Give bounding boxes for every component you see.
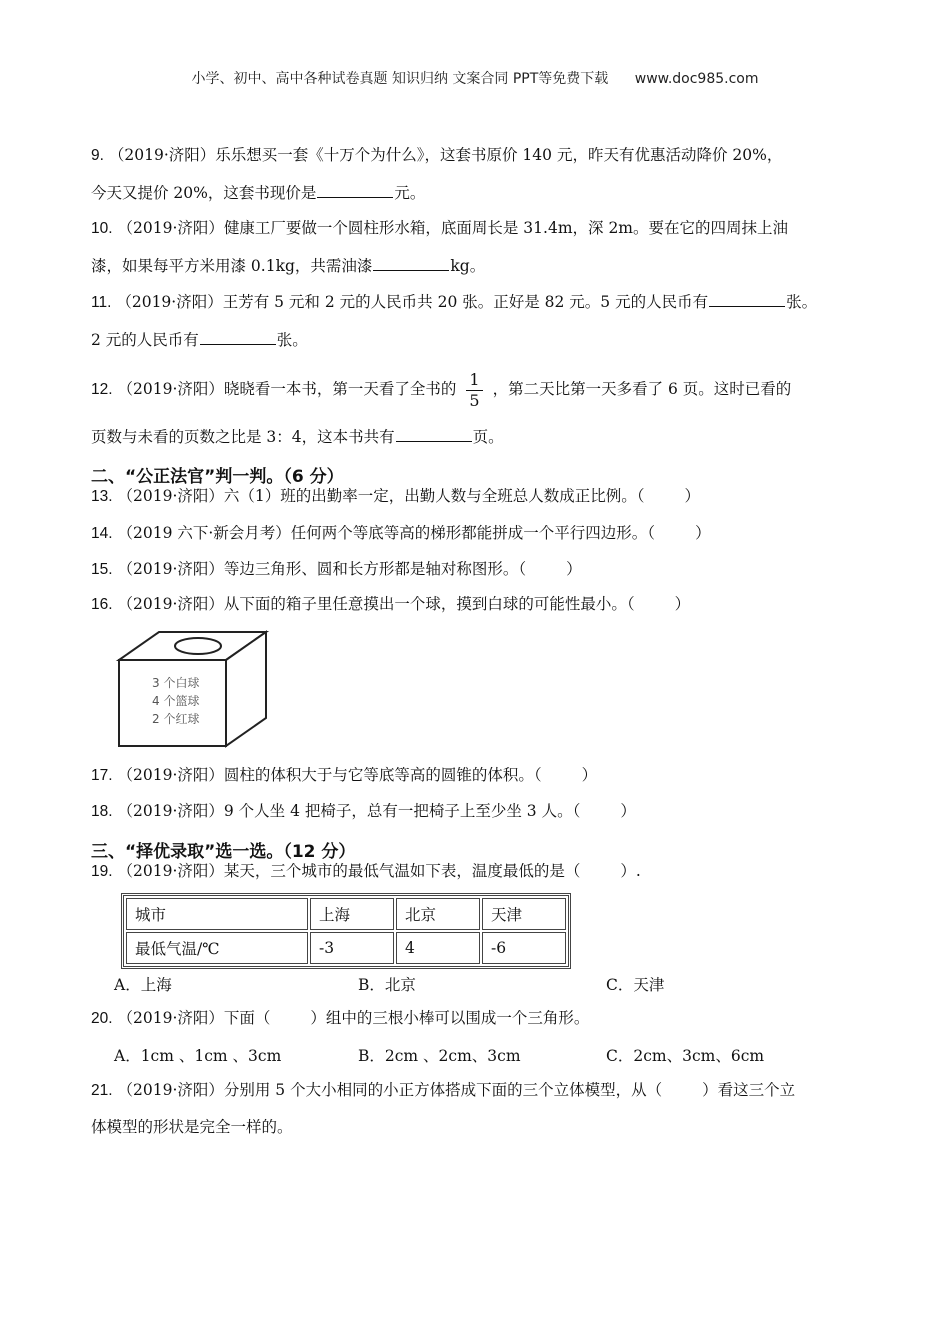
box-hole: [175, 638, 221, 654]
question-text: ）.: [620, 862, 641, 880]
page-header: [0, 68, 950, 88]
box-label-red: 2 个红球: [152, 712, 200, 726]
section-2-title: 二、“公正法官”判一判。（6 分）: [91, 467, 344, 487]
question-text: （2019 六下·新会月考）任何两个等底等高的梯形都能拼成一个平行四边形。（: [117, 524, 656, 542]
table-cell: 城市: [126, 898, 308, 930]
question-number: 19.: [91, 863, 113, 880]
question-11-line2: [91, 330, 861, 350]
question-text: （2019·济阳）晓晓看一本书，第一天看了全书的: [117, 380, 457, 398]
question-12-line1: [91, 367, 861, 412]
question-16: [91, 594, 861, 615]
question-number: 10.: [91, 220, 113, 237]
question-text: （2019·济阳）健康工厂要做一个圆柱形水箱，底面周长是 31.4m，深 2m。要在它的四周抹上油: [117, 219, 788, 237]
fraction-numerator: 1: [466, 370, 482, 391]
question-15: [91, 559, 861, 580]
answer-blank[interactable]: [373, 256, 449, 271]
table-cell: 上海: [310, 898, 394, 930]
header-text: 小学、初中、高中各种试卷真题 知识归纳 文案合同 PPT等免费下载: [191, 71, 609, 87]
table-row: [126, 932, 566, 964]
question-text: （2019·济阳）圆柱的体积大于与它等底等高的圆锥的体积。（: [117, 766, 542, 784]
question-number: 17.: [91, 767, 113, 784]
question-9-line1: [91, 145, 861, 166]
table-cell: 天津: [482, 898, 566, 930]
question-9-line2: [91, 183, 861, 203]
question-text: ）: [674, 595, 691, 613]
fraction: [466, 370, 482, 411]
ball-box-illustration: [114, 630, 274, 754]
question-text: ）: [581, 766, 598, 784]
question-20: [91, 1008, 861, 1029]
question-11-line1: [91, 292, 861, 313]
question-13: [91, 486, 861, 507]
question-text: 页。: [472, 428, 504, 446]
question-number: 11.: [91, 294, 112, 311]
table-row: [126, 898, 566, 930]
question-text: 元。: [394, 184, 426, 202]
table-cell: -6: [482, 932, 566, 964]
table-cell: 4: [396, 932, 480, 964]
question-text: （2019·济阳）某天，三个城市的最低气温如下表，温度最低的是（: [117, 862, 581, 880]
question-text: 张。: [276, 331, 308, 349]
table-cell: 北京: [396, 898, 480, 930]
question-text: （2019·济阳）下面（: [117, 1009, 271, 1027]
question-10-line1: [91, 218, 861, 239]
answer-blank[interactable]: [396, 427, 472, 442]
question-number: 18.: [91, 803, 113, 820]
question-number: 20.: [91, 1010, 113, 1027]
question-number: 21.: [91, 1082, 113, 1099]
box-label-white: 3 个白球: [152, 676, 200, 690]
question-text: （2019·济阳）等边三角形、圆和长方形都是轴对称图形。（: [117, 560, 527, 578]
question-text: ）: [695, 524, 711, 542]
question-12-line2: [91, 427, 861, 447]
question-number: 9.: [91, 147, 104, 164]
question-number: 12.: [91, 381, 113, 398]
question-number: 13.: [91, 488, 113, 505]
box-label-blue: 4 个篮球: [152, 694, 200, 708]
table-cell: -3: [310, 932, 394, 964]
option-a[interactable]: A．1cm 、1cm 、3cm: [114, 1047, 282, 1065]
question-text: 2 元的人民币有: [91, 331, 199, 349]
question-text: ）: [620, 802, 636, 820]
question-text: （2019·济阳）从下面的箱子里任意摸出一个球，摸到白球的可能性最小。（: [117, 595, 635, 613]
question-text: ）: [566, 560, 582, 578]
header-site-link[interactable]: www.doc985.com: [634, 71, 759, 87]
answer-blank[interactable]: [709, 292, 785, 307]
question-text: 页数与未看的页数之比是 3：4，这本书共有: [91, 428, 395, 446]
question-text: 漆，如果每平方米用漆 0.1kg，共需油漆: [91, 257, 373, 275]
question-21-line1: [91, 1080, 861, 1101]
temperature-table: [121, 893, 571, 969]
box-svg: [114, 630, 274, 750]
question-text: （2019·济阳）乐乐想买一套《十万个为什么》，这套书原价 140 元，昨天有优惠活动降价 20%，: [108, 146, 783, 164]
question-number: 16.: [91, 596, 113, 613]
question-text: 体模型的形状是完全一样的。: [91, 1118, 293, 1136]
option-c[interactable]: C．2cm、3cm、6cm: [606, 1047, 765, 1065]
option-a[interactable]: A．上海: [114, 976, 172, 994]
question-text: ）看这三个立: [702, 1081, 796, 1099]
question-18: [91, 801, 861, 822]
question-text: ）组中的三根小棒可以围成一个三角形。: [310, 1009, 590, 1027]
question-text: 今天又提价 20%，这套书现价是: [91, 184, 317, 202]
question-number: 15.: [91, 561, 113, 578]
section-3-title: 三、“择优录取”选一选。（12 分）: [91, 842, 356, 862]
option-b[interactable]: B．2cm 、2cm、3cm: [358, 1047, 521, 1065]
fraction-denominator: 5: [469, 390, 480, 410]
question-text: （2019·济阳）分别用 5 个大小相同的小正方体搭成下面的三个立体模型，从（: [117, 1081, 663, 1099]
question-text: ，第二天比第一天多看了 6 页。这时已看的: [492, 380, 792, 398]
question-14: [91, 523, 861, 544]
table-cell: 最低气温/℃: [126, 932, 308, 964]
question-text: kg。: [450, 257, 486, 275]
question-19: [91, 861, 861, 882]
answer-blank[interactable]: [200, 330, 276, 345]
question-21-line2: [91, 1117, 861, 1137]
question-text: 张。: [786, 293, 818, 311]
answer-blank[interactable]: [317, 183, 393, 198]
question-17: [91, 765, 861, 786]
question-text: ）: [684, 487, 701, 505]
question-text: （2019·济阳）王芳有 5 元和 2 元的人民币共 20 张。正好是 82 元。5 元的人民币有: [116, 293, 709, 311]
question-text: （2019·济阳）9 个人坐 4 把椅子，总有一把椅子上至少坐 3 人。（: [117, 802, 581, 820]
option-b[interactable]: B．北京: [358, 976, 416, 994]
question-number: 14.: [91, 525, 113, 542]
option-c[interactable]: C．天津: [606, 976, 665, 994]
question-10-line2: [91, 256, 861, 276]
question-text: （2019·济阳）六（1）班的出勤率一定，出勤人数与全班总人数成正比例。（: [117, 487, 645, 505]
